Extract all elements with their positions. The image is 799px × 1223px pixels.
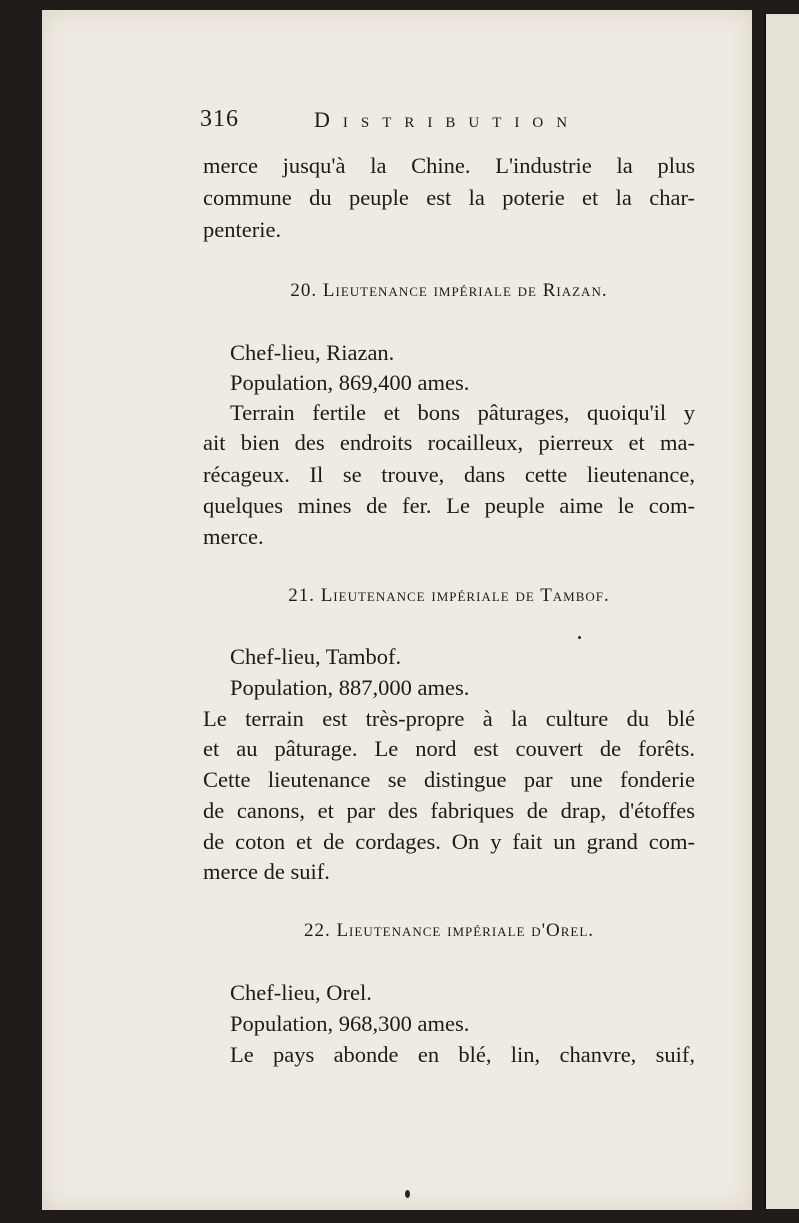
capital-line: Chef-lieu, Tambof.	[230, 644, 402, 669]
body-line: merce jusqu'à la Chine. L'industrie la plus	[203, 153, 695, 178]
body-line: et au pâturage. Le nord est couvert de forêts.	[203, 736, 695, 761]
running-title: Distribution	[314, 107, 581, 132]
ink-speck	[405, 1190, 410, 1198]
running-head	[200, 106, 700, 136]
body-line: Cette lieutenance se distingue par une fonderie	[203, 767, 695, 792]
body-line: commune du peuple est la poterie et la char-	[203, 185, 695, 210]
population-line: Population, 869,400 ames.	[230, 370, 470, 395]
section-heading: 21. Lieutenance impériale de Tambof.	[288, 585, 610, 606]
ink-speck	[578, 636, 581, 639]
population-line: Population, 887,000 ames.	[230, 675, 470, 700]
body-line: récageux. Il se trouve, dans cette lieutenance,	[203, 462, 695, 487]
body-line: merce.	[203, 524, 264, 549]
body-line: Le terrain est très-propre à la culture du blé	[203, 706, 695, 731]
body-line: ait bien des endroits rocailleux, pierreux et ma-	[203, 430, 695, 455]
body-line: Terrain fertile et bons pâturages, quoiqu'il y	[230, 400, 695, 425]
section-heading: 22. Lieutenance impériale d'Orel.	[303, 920, 595, 941]
facing-page-edge	[764, 14, 799, 1209]
capital-line: Chef-lieu, Riazan.	[230, 340, 395, 365]
body-line: penterie.	[203, 217, 282, 242]
body-line: merce de suif.	[203, 859, 330, 884]
body-line: de coton et de cordages. On y fait un grand com-	[203, 829, 695, 854]
body-line: quelques mines de fer. Le peuple aime le com-	[203, 493, 695, 518]
body-line: de canons, et par des fabriques de drap, d'étoffes	[203, 798, 695, 823]
section-heading: 20. Lieutenance impériale de Riazan.	[290, 280, 608, 301]
population-line: Population, 968,300 ames.	[230, 1011, 470, 1036]
capital-line: Chef-lieu, Orel.	[230, 980, 372, 1005]
body-line: Le pays abonde en blé, lin, chanvre, suif,	[230, 1042, 695, 1067]
page-number: 316	[200, 106, 239, 132]
